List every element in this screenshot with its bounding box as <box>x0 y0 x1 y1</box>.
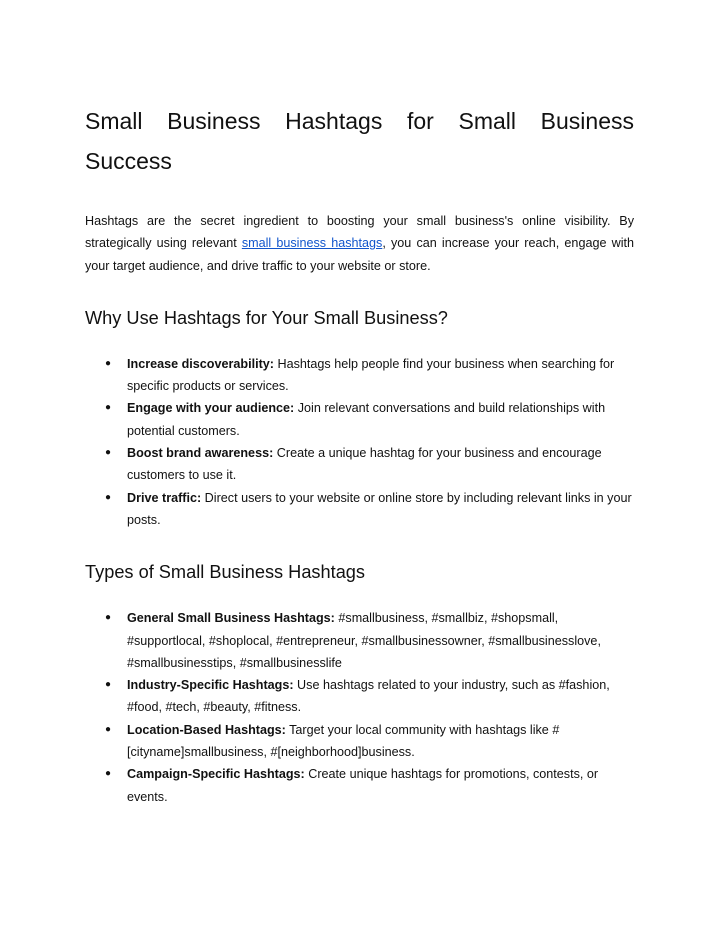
intro-text-before: Hashtags are the secret ingredient to boosting your small business's online visibility. By strategically using relevant <box>85 214 634 251</box>
item-text: Hashtags help people find your business when searching for specific products or services. <box>127 356 615 394</box>
item-bold-label: Drive traffic: <box>127 490 202 505</box>
intro-text-after: , you can increase your reach, engage with your target audience, and drive traffic to your website or store. <box>85 236 634 273</box>
item-text: Direct users to your website or online store by including relevant links in your posts. <box>127 490 632 527</box>
item-bold-label: Engage with your audience: <box>127 401 295 416</box>
list-item <box>85 719 634 764</box>
list-item <box>85 607 634 674</box>
list-item <box>85 674 634 719</box>
item-text: Create a unique hashtag for your business and encourage customers to use it. <box>127 446 602 483</box>
item-text: Create unique hashtags for promotions, contests, or events. <box>127 767 599 804</box>
list-item <box>85 442 634 487</box>
bullet-icon: ● <box>105 768 112 780</box>
list-item <box>85 487 634 532</box>
bullet-icon: ● <box>105 402 112 414</box>
bullet-icon: ● <box>105 612 112 624</box>
bullet-icon: ● <box>105 491 112 503</box>
item-bold-label: Industry-Specific Hashtags: <box>127 678 294 693</box>
list-item <box>85 353 634 398</box>
bullet-icon: ● <box>105 723 112 735</box>
item-bold-label: Location-Based Hashtags: <box>127 722 286 737</box>
item-bold-label: Increase discoverability: <box>127 356 274 371</box>
section-heading-why: Why Use Hashtags for Your Small Business? <box>85 307 448 328</box>
types-list <box>85 607 634 808</box>
hashtags-link[interactable]: small business hashtags <box>241 236 383 251</box>
item-text: Join relevant conversations and build relationships with potential customers. <box>127 401 606 438</box>
item-bold-label: Boost brand awareness: <box>127 446 274 461</box>
item-text: Use hashtags related to your industry, such as #fashion, #food, #tech, #beauty, #fitness. <box>127 678 610 715</box>
section-heading-types: Types of Small Business Hashtags <box>85 562 366 583</box>
item-text: #smallbusiness, #smallbiz, #shopsmall, #supportlocal, #shoplocal, #entrepreneur, #smallbusinessowner, #smallbusinesslove, #smallbusinesstips, #smallbusinesslife <box>127 611 601 670</box>
list-item <box>85 397 634 442</box>
item-bold-label: Campaign-Specific Hashtags: <box>127 767 305 782</box>
bullet-icon: ● <box>105 447 112 459</box>
item-text: Target your local community with hashtags like #[cityname]smallbusiness, #[neighborhood]business. <box>127 722 560 760</box>
page-title: Small Business Hashtags for Small Business Success <box>85 108 634 174</box>
list-item <box>85 763 634 808</box>
why-list <box>85 353 634 531</box>
bullet-icon: ● <box>105 357 112 369</box>
intro-paragraph <box>85 210 634 277</box>
item-bold-label: General Small Business Hashtags: <box>127 611 335 626</box>
bullet-icon: ● <box>105 679 112 691</box>
